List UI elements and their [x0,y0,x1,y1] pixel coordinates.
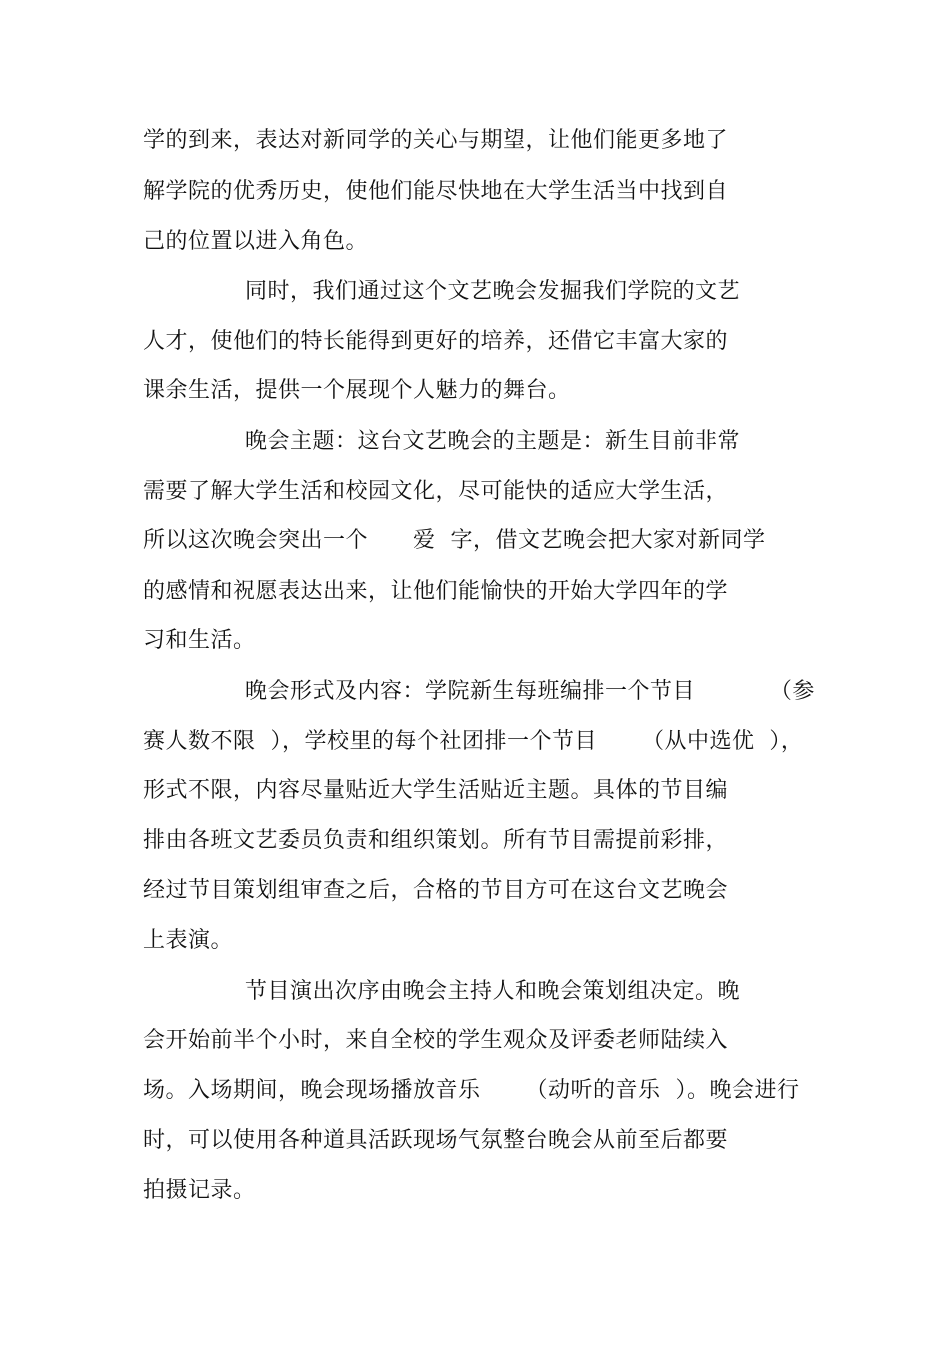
text-line: 拍摄记录。 [143,1178,256,1203]
text-line: 人才，使他们的特长能得到更好的培养，还借它丰富大家的 [143,329,729,354]
text-line: 的感情和祝愿表达出来，让他们能愉快的开始大学四年的学 [143,579,729,604]
text-line: 习和生活。 [143,628,256,653]
paragraph-first-line: 晚会形式及内容：学院新生每班编排一个节目 （参 [245,679,815,704]
text-line: 形式不限，内容尽量贴近大学生活贴近主题。具体的节目编 [143,778,729,803]
text-line: 学的到来，表达对新同学的关心与期望，让他们能更多地了 [143,128,729,153]
text-line: 需要了解大学生活和校园文化，尽可能快的适应大学生活， [143,479,729,504]
text-line: 所以这次晚会突出一个 爱 字，借文艺晚会把大家对新同学 [143,528,766,553]
text-line: 排由各班文艺委员负责和组织策划。所有节目需提前彩排， [143,828,729,853]
text-line: 上表演。 [143,928,234,953]
text-line: 时，可以使用各种道具活跃现场气氛整台晚会从前至后都要 [143,1128,729,1153]
text-line: 场。入场期间，晚会现场播放音乐 （动听的音乐 ）。晚会进行 [143,1078,800,1103]
paragraph-first-line: 节目演出次序由晚会主持人和晚会策划组决定。晚 [245,979,741,1004]
text-line: 赛人数不限 ），学校里的每个社团排一个节目 （从中选优 ）， [143,729,804,754]
paragraph-first-line: 晚会主题：这台文艺晚会的主题是：新生目前非常 [245,429,741,454]
text-line: 课余生活，提供一个展现个人魅力的舞台。 [143,378,571,403]
text-line: 经过节目策划组审查之后，合格的节目方可在这台文艺晚会 [143,878,729,903]
text-line: 己的位置以进入角色。 [143,229,369,254]
text-line: 会开始前半个小时，来自全校的学生观众及评委老师陆续入 [143,1028,729,1053]
paragraph-first-line: 同时，我们通过这个文艺晚会发掘我们学院的文艺 [245,279,741,304]
text-line: 解学院的优秀历史，使他们能尽快地在大学生活当中找到自 [143,179,729,204]
